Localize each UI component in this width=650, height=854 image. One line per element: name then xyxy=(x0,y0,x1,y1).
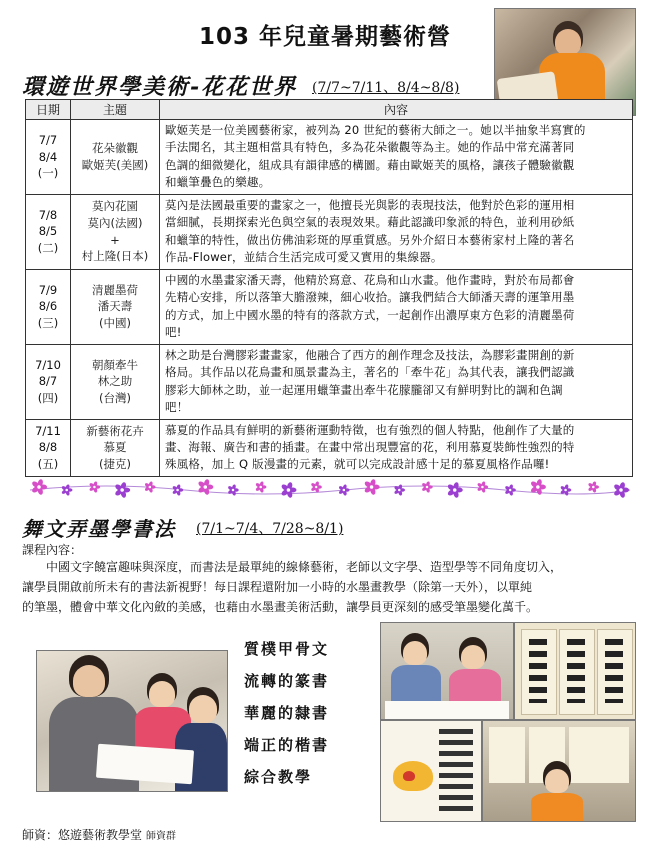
flower-icon xyxy=(310,481,321,493)
row-content-cell xyxy=(160,269,633,344)
date-line: 8/8 xyxy=(38,440,58,455)
row-date-cell xyxy=(26,419,71,476)
footer-credit xyxy=(22,826,176,843)
list-item: 華麗的隸書 xyxy=(244,704,330,722)
content-line: 當細膩，長期探索光色與空氣的表現效果。藉此認識印象派的特色，並利用砂紙 xyxy=(165,215,575,230)
row-theme-cell xyxy=(71,120,160,195)
list-item: 端正的楷書 xyxy=(244,736,330,754)
theme-line: 新藝術花卉 xyxy=(86,423,144,438)
flower-icon xyxy=(447,482,463,499)
footer-teacher: 師資群 xyxy=(146,831,177,842)
flower-icon xyxy=(114,482,130,499)
artist-line: (台灣) xyxy=(99,390,131,405)
content-line: 莫內是法國最重要的畫家之一，他擅長光與影的表現技法，他對於色彩的運用相 xyxy=(165,197,575,212)
table-row xyxy=(26,419,633,476)
page-title: 103 年兒童暑期藝術營 xyxy=(198,24,452,50)
table-row xyxy=(26,269,633,344)
flower-divider xyxy=(25,476,635,500)
artist-line: 歐姬芙(美國) xyxy=(81,157,149,172)
calligraphy-works-photo xyxy=(514,622,636,720)
description-line: 中國文字饒富趣味與深度，而書法是最單純的線條藝術，老師以文字學、造型學等不同角度切入， xyxy=(46,560,563,574)
table-row xyxy=(26,344,633,419)
section2-heading: 舞文弄墨學書法 xyxy=(22,517,176,541)
content-line: 先精心安排，所以落筆大膽潑辣，細心收拾。讓我們結合大師潘天壽的運筆用墨 xyxy=(165,290,575,305)
date-line: 7/10 xyxy=(35,357,61,372)
date-line: 8/7 xyxy=(38,374,58,389)
content-line: 和蠟筆疊色的樂趣。 xyxy=(165,175,271,190)
calligraphy-class-photo xyxy=(36,650,228,792)
content-line: 格局。其作品以花鳥畫和風景畫為主，著名的「牽牛花」為其代表，讓我們認識 xyxy=(165,365,575,380)
row-content-cell xyxy=(160,419,633,476)
children-writing-photo xyxy=(380,622,514,720)
list-item: 流轉的篆書 xyxy=(244,672,330,690)
content-line: 色調的細微變化，組成具有韻律感的構圖。藉由歐姬芙的風格，讓孩子體驗徽觀 xyxy=(165,157,575,172)
artist-line: (中國) xyxy=(99,316,131,331)
date-line: 8/6 xyxy=(38,299,58,314)
flower-icon xyxy=(172,484,183,496)
list-item: 綜合教學 xyxy=(244,768,313,786)
flower-icon xyxy=(477,481,488,493)
row-theme-cell xyxy=(71,344,160,419)
flower-icon xyxy=(588,481,599,493)
weekday-line: (三) xyxy=(37,316,59,331)
row-theme-cell xyxy=(71,269,160,344)
date-line: 7/7 xyxy=(38,132,58,147)
content-line: 慕夏的作品具有鮮明的新藝術運動特徵，也有強烈的個人特點，他創作了大量的 xyxy=(165,422,575,437)
column-header-content: 內容 xyxy=(160,100,633,120)
date-line: 7/8 xyxy=(38,207,58,222)
artist-line: (捷克) xyxy=(99,457,131,472)
content-line: 吧！ xyxy=(165,400,189,415)
weekday-line: (四) xyxy=(37,390,59,405)
column-header-theme: 主題 xyxy=(71,100,160,120)
weekday-line: (五) xyxy=(37,457,59,472)
row-content-cell xyxy=(160,194,633,269)
flower-icon xyxy=(421,481,432,493)
artist-line: + xyxy=(110,232,120,247)
row-date-cell xyxy=(26,120,71,195)
content-line: 中國的水墨畫家潘天壽，他精於寫意、花鳥和山水畫。他作畫時，對於布局都會 xyxy=(165,272,575,287)
schedule-table xyxy=(25,99,633,477)
table-header-row xyxy=(26,100,633,120)
row-content-cell xyxy=(160,344,633,419)
flower-icon xyxy=(280,482,296,499)
artist-line: 林之助 xyxy=(97,374,133,389)
artist-line: 潘天壽 xyxy=(97,299,133,314)
theme-line: 花朵徽觀 xyxy=(92,141,138,156)
flower-icon xyxy=(394,484,405,496)
flower-icon xyxy=(255,481,266,493)
ink-painting-work-photo xyxy=(380,720,482,822)
theme-line: 莫內花園 xyxy=(92,199,138,214)
content-line: 殊風格，加上 Q 版漫畫的元素，就可以完成設計感十足的慕夏風格作品囉! xyxy=(165,457,550,472)
flower-icon xyxy=(89,481,100,493)
content-line: 作品-Flower，並結合生活完成可愛又實用的集線器。 xyxy=(165,250,443,265)
content-line: 歐姬芙是一位美國藝術家，被列為 20 世紀的藝術大師之一。她以半抽象半寫實的 xyxy=(165,123,586,137)
content-line: 的方式，加上中國水墨的特有的落款方式，一起創作出濃厚東方色彩的清麗墨荷 xyxy=(165,307,575,322)
content-line: 膠彩大師林之助，並一起運用蠟筆畫出牽牛花朦朧卻又有鮮明對比的調和色調 xyxy=(165,382,563,397)
description-line: 的筆墨，體會中華文化內斂的美感，也藉由水墨畫美術活動，讓學員更深刻的感受筆墨變化萬千。 xyxy=(22,599,539,614)
row-theme-cell xyxy=(71,419,160,476)
section2-dates: (7/1~7/4、7/28~8/1) xyxy=(196,521,344,537)
theme-line: 朝顏牽牛 xyxy=(92,357,138,372)
artist-line: 慕夏 xyxy=(103,440,127,455)
content-line: 吧! xyxy=(165,325,182,340)
row-content-cell xyxy=(160,120,633,195)
date-line: 7/9 xyxy=(38,282,58,297)
column-header-date: 日期 xyxy=(26,100,71,120)
student-display-photo xyxy=(482,720,636,822)
flower-icon xyxy=(197,479,213,496)
row-date-cell xyxy=(26,269,71,344)
section1-dates: (7/7~7/11、8/4~8/8) xyxy=(312,80,460,96)
list-item: 質樸甲骨文 xyxy=(244,640,330,658)
table-row xyxy=(26,120,633,195)
row-date-cell xyxy=(26,344,71,419)
date-line: 7/11 xyxy=(35,423,61,438)
content-line: 林之助是台灣膠彩畫畫家，他融合了西方的創作理念及技法，為膠彩畫開創的新 xyxy=(165,347,575,362)
content-line: 畫、海報、廣告和書的插畫。在畫中常出現豐富的花，利用慕夏裝飾性強烈的特 xyxy=(165,439,575,454)
section1-heading: 環遊世界學美術-花花世界 xyxy=(22,74,298,100)
course-content-label: 課程內容： xyxy=(22,543,83,557)
flower-icon xyxy=(61,484,72,496)
theme-line: 清麗墨荷 xyxy=(92,282,138,297)
artist-line: 莫內(法國) xyxy=(87,216,143,231)
flower-icon xyxy=(31,479,47,496)
weekday-line: (二) xyxy=(37,241,59,256)
artist-line: 村上隆(日本) xyxy=(81,249,149,264)
footer-label: 師資：悠遊藝術教學堂 xyxy=(22,828,143,842)
date-line: 8/4 xyxy=(38,149,58,164)
calligraphy-styles-list xyxy=(244,638,364,798)
weekday-line: (一) xyxy=(37,166,59,181)
table-row xyxy=(26,194,633,269)
flower-icon xyxy=(227,484,238,496)
date-line: 8/5 xyxy=(38,224,58,239)
row-date-cell xyxy=(26,194,71,269)
flower-icon xyxy=(364,479,380,496)
flower-icon xyxy=(613,482,629,499)
description-line: 讓學員開啟前所未有的書法新視野！每日課程還附加一小時的水墨畫教學（除第一天外），以單純 xyxy=(22,579,533,594)
content-line: 和蠟筆的特性，做出仿佛油彩斑的厚重質感。另外介紹日本藝術家村上隆的著名 xyxy=(165,232,575,247)
content-line: 手法聞名，其主題相當具有特色，多為花朵徽觀等為主。她的作品中常充滿著同 xyxy=(165,140,575,155)
row-theme-cell xyxy=(71,194,160,269)
course-description xyxy=(22,558,632,617)
